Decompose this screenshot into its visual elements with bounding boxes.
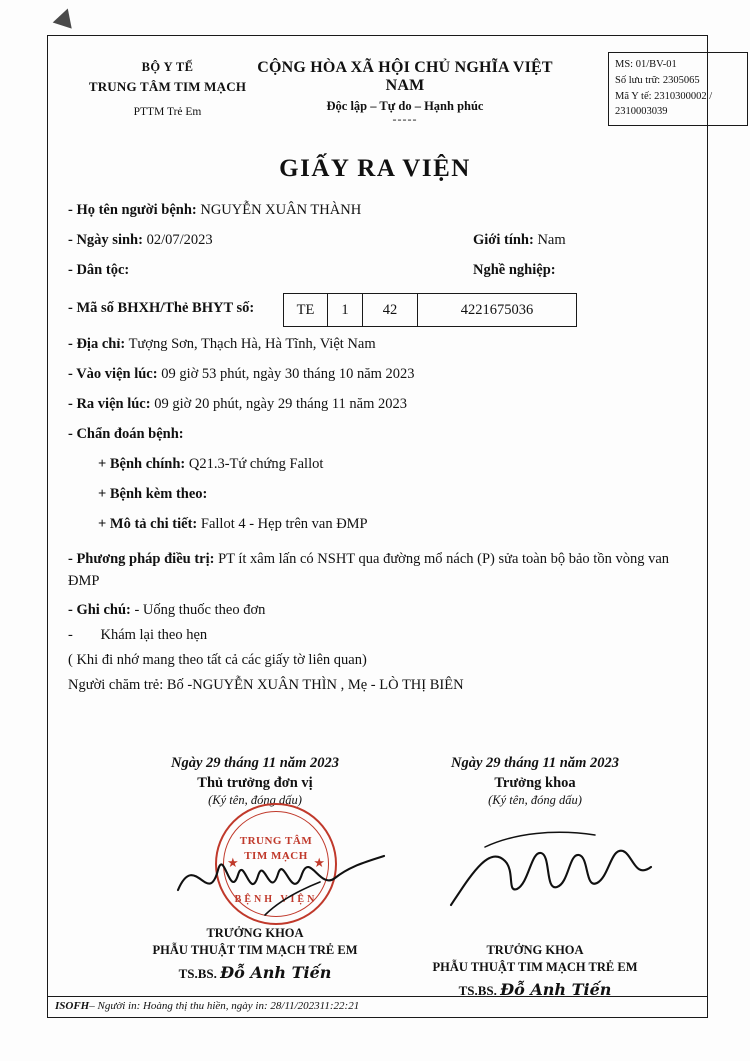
signature-left-name-value: Đỗ Anh Tiến [220, 963, 332, 982]
occupation-label: Nghề nghiệp: [473, 262, 556, 278]
signature-right-date: Ngày 29 tháng 11 năm 2023 [451, 755, 619, 771]
patient-name-value: NGUYỄN XUÂN THÀNH [200, 202, 362, 218]
footer-system-name: ISOFH [55, 1000, 90, 1012]
note-line-1 [68, 603, 688, 628]
diagnosis-main-label: + Bệnh chính: [98, 456, 186, 472]
footer-divider [48, 996, 707, 997]
field-dob-gender [68, 233, 688, 261]
country-name: CỘNG HÒA XÃ HỘI CHỦ NGHĨA VIỆT NAM [257, 59, 553, 94]
handwritten-signature-right-icon [445, 817, 660, 922]
signature-area [60, 755, 700, 999]
field-patient-name [68, 203, 688, 231]
field-address [68, 337, 688, 365]
insurance-label: - Mã số BHXH/Thẻ BHYT số: [68, 300, 255, 316]
field-discharge [68, 397, 688, 425]
gender-value: Nam [537, 232, 566, 248]
dob-value: 02/07/2023 [146, 232, 213, 248]
stamp-star-left-icon: ★ [227, 855, 239, 870]
official-seal-stamp [215, 803, 337, 925]
header-right-box [608, 52, 748, 126]
diagnosis-label: - Chẩn đoán bệnh: [68, 426, 184, 442]
signature-right-sub: (Ký tên, đóng dấu) [488, 793, 582, 807]
signature-left-date: Ngày 29 tháng 11 năm 2023 [171, 755, 339, 771]
diagnosis-detail-value: Fallot 4 - Hẹp trên van ĐMP [200, 516, 368, 532]
admission-value: 09 giờ 53 phút, ngày 30 tháng 10 năm 2023 [161, 366, 415, 382]
signature-left-bottom-role-1: TRƯỞNG KHOA [206, 926, 304, 940]
admission-label: - Vào viện lúc: [68, 366, 158, 382]
signature-right-bottom-role-2: PHẪU THUẬT TIM MẠCH TRẺ EM [432, 960, 638, 974]
ministry-name: BỘ Y TẾ [141, 60, 194, 74]
treatment-value: PT ít xâm lấn có NSHT qua đường mổ nách (P) sửa toàn bộ bảo tồn vòng van ĐMP [68, 551, 670, 589]
gender-label: Giới tính: [473, 232, 534, 248]
note-value: - Uống thuốc theo đơn [134, 601, 266, 618]
note-line2-dash: - [68, 626, 73, 643]
address-label: - Địa chỉ: [68, 336, 126, 352]
diagnosis-comorbid-label: + Bệnh kèm theo: [98, 486, 208, 502]
motto-rule: ----- [392, 112, 418, 126]
note-line2-text: Khám lại theo hẹn [100, 626, 208, 643]
notes-block [68, 603, 688, 703]
address-value: Tượng Sơn, Thạch Hà, Hà Tĩnh, Việt Nam [128, 336, 376, 352]
diagnosis-detail-label: + Mô tả chi tiết: [98, 516, 198, 532]
signature-left [110, 755, 400, 982]
signature-right-name-value: Đỗ Anh Tiến [500, 980, 612, 999]
signature-right-role: Trưởng khoa [494, 775, 576, 791]
field-diagnosis [68, 427, 688, 455]
corner-mark-icon [53, 5, 78, 28]
signature-right-bottom-role-1: TRƯỞNG KHOA [486, 943, 584, 957]
field-treatment [68, 549, 688, 593]
occupation-group [473, 263, 556, 278]
field-admission [68, 367, 688, 395]
stamp-line-3: BỆNH VIỆN [234, 894, 318, 905]
note-label: - Ghi chú: [68, 601, 131, 618]
insurance-cell-number: 4221675036 [460, 301, 534, 318]
field-ethnicity-occupation [68, 263, 688, 291]
header-center-block [240, 59, 570, 127]
form-code: MS: 01/BV-01 [615, 59, 677, 70]
national-motto: Độc lập – Tự do – Hạnh phúc [326, 99, 484, 113]
page-title: GIẤY RA VIỆN [279, 155, 471, 182]
center-name: TRUNG TÂM TIM MẠCH [88, 79, 247, 95]
document-header [48, 36, 713, 131]
note-line-2 [68, 628, 688, 653]
signature-left-name [110, 963, 400, 982]
stamp-line-1: TRUNG TÂM [239, 835, 313, 847]
stamp-star-right-icon: ★ [313, 855, 325, 870]
signature-right [390, 755, 680, 999]
archive-number: Số lưu trữ: 2305065 [615, 74, 700, 86]
field-diagnosis-comorbid [68, 487, 688, 513]
signature-left-sub: (Ký tên, đóng dấu) [208, 793, 302, 807]
medical-code: Mã Y tế: 2310300002 / 2310003039 [615, 90, 713, 118]
dob-label: - Ngày sinh: [68, 232, 143, 248]
field-diagnosis-main [68, 457, 688, 483]
footer-print-info: – Người in: Hoàng thị thu hiền, ngày in: 28/11/202311:22:21 [89, 1000, 360, 1012]
field-diagnosis-detail [68, 517, 688, 543]
insurance-cell-level: 1 [328, 294, 363, 326]
document-body [68, 203, 688, 703]
signature-left-role: Thủ trưởng đơn vị [197, 775, 313, 791]
discharge-label: - Ra viện lúc: [68, 396, 151, 412]
patient-name-label: - Họ tên người bệnh: [68, 202, 197, 218]
document-footer [55, 1000, 715, 1012]
discharge-value: 09 giờ 20 phút, ngày 29 tháng 11 năm 2023 [154, 396, 407, 412]
caregiver-line: Người chăm trẻ: Bố -NGUYỄN XUÂN THÌN , Mẹ - LÒ THỊ BIÊN [68, 676, 464, 693]
unit-name: PTTM Trẻ Em [133, 105, 202, 118]
insurance-cell-prefix: TE [284, 294, 328, 326]
stamp-line-2: TIM MẠCH [244, 850, 308, 862]
ethnicity-label: - Dân tộc: [68, 262, 130, 278]
treatment-label: - Phương pháp điều trị: [68, 551, 215, 567]
field-insurance-number [68, 293, 688, 329]
signature-left-bottom-role-2: PHẪU THUẬT TIM MẠCH TRẺ EM [152, 943, 358, 957]
gender-group [473, 233, 566, 248]
insurance-cell-region: 42 [363, 294, 418, 326]
note-line-3: ( Khi đi nhớ mang theo tất cả các giấy tờ liên quan) [68, 651, 367, 668]
insurance-code-boxes [283, 293, 577, 327]
diagnosis-main-value: Q21.3-Tứ chứng Fallot [188, 456, 324, 472]
signature-left-name-prefix: TS.BS. [178, 966, 217, 981]
signature-right-name-prefix: TS.BS. [458, 983, 497, 998]
